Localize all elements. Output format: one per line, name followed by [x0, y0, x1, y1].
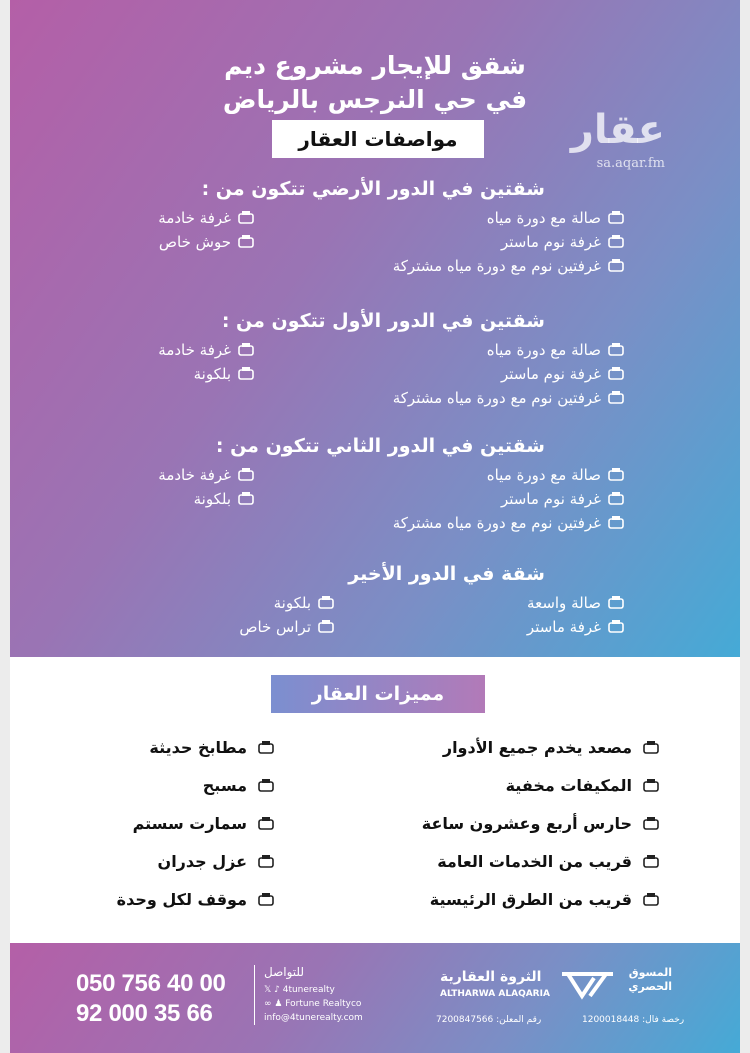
feature-item [443, 738, 660, 757]
features-heading: مميزات العقار [271, 675, 485, 713]
title-line-2: في حي النرجس بالرياض [222, 85, 528, 114]
bed-icon [607, 234, 625, 250]
floor-item [158, 206, 255, 230]
ac-icon [642, 778, 660, 794]
balcony-icon [317, 595, 335, 611]
beds-icon [607, 390, 625, 406]
feature-item-text: مطابخ حديثة [149, 738, 247, 757]
feature-item [430, 890, 660, 909]
floor-item-text: بلكونة [193, 490, 231, 508]
floor-item-text: بلكونة [273, 594, 311, 612]
feature-item-text: قريب من الخدمات العامة [437, 852, 632, 871]
feature-item [117, 890, 275, 909]
floor-item-text: صالة مع دورة مياه [486, 209, 601, 227]
specs-heading: مواصفات العقار [272, 120, 484, 158]
feature-item-text: سمارت سستم [132, 814, 247, 833]
feature-item [158, 852, 275, 871]
feature-item-text: قريب من الطرق الرئيسية [429, 890, 632, 909]
floor-item [393, 511, 625, 535]
floor-item [501, 230, 625, 254]
feature-item-text: مصعد يخدم جميع الأدوار [442, 738, 632, 757]
social-name[interactable]: ∞ ♟ Fortune Realtyco [264, 999, 362, 1009]
maid-room-icon [237, 467, 255, 483]
kitchen-icon [257, 740, 275, 756]
floor-item [274, 591, 335, 615]
feature-item-text: حارس أربع وعشرون ساعة [421, 814, 632, 833]
social-handle[interactable]: 𝕏 ♪ 4tunerealty [264, 985, 335, 995]
aqar-watermark-logo: عقار [570, 107, 665, 153]
social-handle-text: 4tunerealty [282, 985, 335, 995]
floor-item [393, 254, 625, 278]
footer [10, 943, 740, 1053]
floor-item [487, 338, 625, 362]
feature-item [149, 738, 275, 757]
bed-icon [607, 366, 625, 382]
floor-item-text: حوش خاص [158, 233, 231, 251]
floor-item-text: بلكونة [193, 365, 231, 383]
insulation-icon [257, 854, 275, 870]
beds-icon [607, 515, 625, 531]
social-name-text: Fortune Realtyco [285, 999, 362, 1009]
floor-item-text: غرفتين نوم مع دورة مياه مشتركة [392, 514, 601, 532]
floor-item-text: تراس خاص [239, 618, 311, 636]
feature-item [506, 776, 660, 795]
services-icon [642, 854, 660, 870]
floor-heading: شقة في الدور الأخير [348, 563, 545, 585]
feature-item [422, 814, 660, 833]
advertiser-number: رقم المعلن: 7200847566 [436, 1015, 542, 1025]
floor-item-text: غرفتين نوم مع دورة مياه مشتركة [392, 389, 601, 407]
bed-icon [607, 619, 625, 635]
smart-home-icon [257, 816, 275, 832]
sofa-icon [607, 595, 625, 611]
floor-item [527, 591, 625, 615]
floor-item [501, 487, 625, 511]
floor-heading: شقتين في الدور الأرضي تتكون من : [201, 178, 545, 200]
floor-item-text: غرفة خادمة [158, 209, 231, 227]
sofa-icon [607, 467, 625, 483]
phone-2[interactable]: 92 000 35 66 [76, 1000, 213, 1027]
floor-item [487, 463, 625, 487]
sofa-icon [607, 210, 625, 226]
feature-item [203, 776, 275, 795]
email[interactable]: info@4tunerealty.com [264, 1013, 363, 1023]
feature-item [133, 814, 275, 833]
phone-1[interactable]: 050 756 40 00 [76, 970, 226, 997]
sofa-icon [607, 342, 625, 358]
elevator-icon [642, 740, 660, 756]
title-line-1: شقق للإيجار مشروع ديم [224, 51, 526, 80]
yard-icon [237, 234, 255, 250]
floor-item-text: صالة واسعة [527, 594, 601, 612]
balcony-icon [237, 491, 255, 507]
brand-name-ar: الثروة العقارية [440, 969, 542, 985]
road-icon [642, 892, 660, 908]
floor-item [501, 362, 625, 386]
brand-logo-icon [560, 970, 615, 1000]
bed-icon [607, 491, 625, 507]
floor-item [239, 615, 335, 639]
floor-item-text: غرفة خادمة [158, 466, 231, 484]
floor-item-text: صالة مع دورة مياه [486, 341, 601, 359]
floor-item-text: غرفة ماستر [526, 618, 601, 636]
feature-item-text: موقف لكل وحدة [116, 890, 247, 909]
pool-icon [257, 778, 275, 794]
floor-item [158, 338, 255, 362]
terrace-icon [317, 619, 335, 635]
aqar-watermark-url: sa.aqar.fm [596, 156, 665, 171]
feature-item [437, 852, 660, 871]
floor-item-text: صالة مع دورة مياه [486, 466, 601, 484]
floor-item [194, 362, 255, 386]
balcony-icon [237, 366, 255, 382]
floor-item [527, 615, 625, 639]
floor-item [393, 386, 625, 410]
guard-icon [642, 816, 660, 832]
contact-label: للتواصل [264, 965, 305, 979]
floor-item-text: غرفة خادمة [158, 341, 231, 359]
floor-item [158, 463, 255, 487]
brand-name-en: ALTHARWA ALAQARIA [440, 989, 550, 999]
maid-room-icon [237, 210, 255, 226]
floor-item-text: غرفة نوم ماستر [500, 365, 601, 383]
beds-icon [607, 258, 625, 274]
license-number: رخصة فال: 1200018448 [582, 1015, 685, 1025]
floor-item-text: غرفتين نوم مع دورة مياه مشتركة [392, 257, 601, 275]
parking-icon [257, 892, 275, 908]
floor-heading: شقتين في الدور الأول تتكون من : [221, 310, 545, 332]
floor-item [159, 230, 255, 254]
floor-item [194, 487, 255, 511]
floor-item-text: غرفة نوم ماستر [500, 233, 601, 251]
maid-room-icon [237, 342, 255, 358]
feature-item-text: مسبح [202, 776, 247, 795]
feature-item-text: المكيفات مخفية [505, 776, 632, 795]
divider [254, 965, 255, 1025]
feature-item-text: عزل جدران [157, 852, 247, 871]
exclusive-marketer: المسوق الحصري [628, 966, 672, 993]
floor-heading: شقتين في الدور الثاني تتكون من : [215, 435, 545, 457]
floor-item [487, 206, 625, 230]
floor-item-text: غرفة نوم ماستر [500, 490, 601, 508]
